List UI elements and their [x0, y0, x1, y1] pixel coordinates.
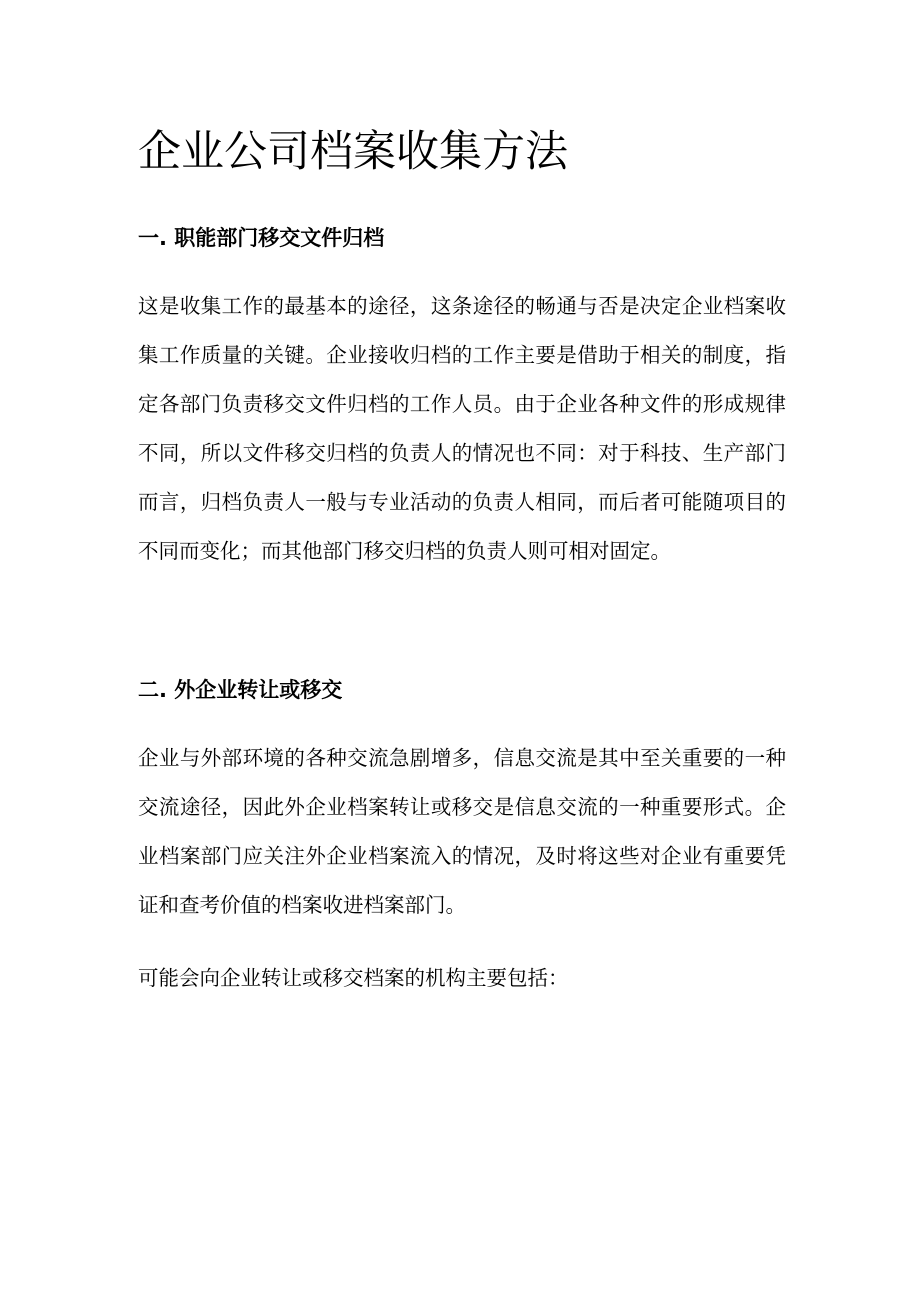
section-1-paragraph-1: 这是收集工作的最基本的途径，这条途径的畅通与否是决定企业档案收集工作质量的关键。企业接收归档的工作主要是借助于相关的制度，指定各部门负责移交文件归档的工作人员。由于企业各种文件的形成规律不同，所以文件移交归档的负责人的情况也不同：对于科技、生产部门而言，归档负责人一般与专业活动的负责人相同，而后者可能随项目的不同而变化；而其他部门移交归档的负责人则可相对固定。	[138, 294, 786, 563]
document-title: 企业公司档案收集方法	[138, 127, 568, 177]
section-2-paragraph-2: 可能会向企业转让或移交档案的机构主要包括：	[138, 966, 569, 990]
section-2-paragraph-1: 企业与外部环境的各种交流急剧增多，信息交流是其中至关重要的一种交流途径，因此外企业档案转让或移交是信息交流的一种重要形式。企业档案部门应关注外企业档案流入的情况，及时将这些对企业有重要凭证和查考价值的档案收进档案部门。	[138, 746, 786, 917]
section-heading-2: 二. 外企业转让或移交	[138, 678, 343, 702]
section-heading-1: 一. 职能部门移交文件归档	[138, 226, 385, 250]
